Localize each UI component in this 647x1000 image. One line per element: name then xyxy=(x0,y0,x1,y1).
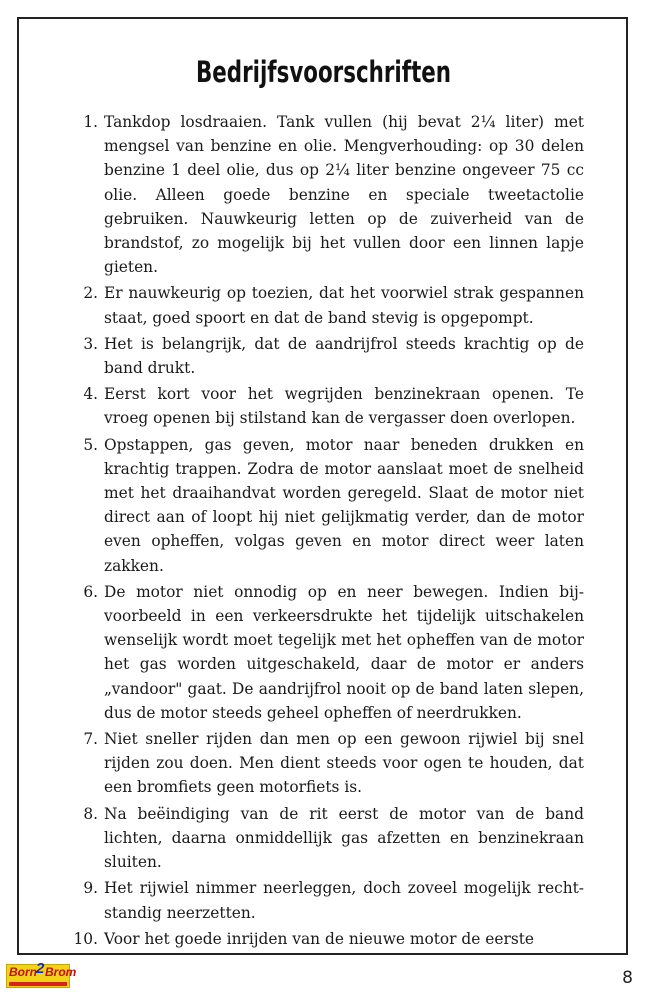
item-number: 1. xyxy=(83,113,98,131)
logo-underline xyxy=(9,982,67,986)
item-text: De motor niet onnodig op en neer bewegen. Indien bijvoorbeeld in een verkeersdrukte het tijdelijk uitschakelen wenselijk wordt moet tegelijk met het opheffen van de motor het gas worden uitgeschakeld, daar de motor er anders „vandoor" gaat. De aandrijfrol nooit op de band laten slepen, dus de motor steeds geheel opheffen of neerdrukken. xyxy=(104,582,584,722)
item-number: 2. xyxy=(83,284,98,303)
rules-list xyxy=(73,110,584,953)
item-number: 3. xyxy=(83,334,98,353)
logo-word-brom: Brom xyxy=(45,965,77,979)
list-item xyxy=(73,927,584,951)
item-number: 9. xyxy=(83,879,98,898)
item-text: Voor het goede inrijden van de nieuwe motor de eerste xyxy=(104,929,535,948)
item-number: 7. xyxy=(83,730,98,749)
item-number: 6. xyxy=(83,582,98,601)
list-item xyxy=(83,382,584,430)
item-text: Na beëindiging van de rit eerst de motor van de band lichten, daarna onmiddellijk gas afzetten en benzinekraan sluiten. xyxy=(104,804,584,872)
item-text: Er nauwkeurig op toezien, dat het voorwiel strak gespannen staat, goed spoort en dat de band stevig is opgepompt. xyxy=(104,284,584,327)
item-number: 8. xyxy=(83,804,98,823)
item-text: Niet sneller rijden dan men op een gewoon rijwiel bij snel rijden zou doen. Men dient steeds voor ogen te houden, dat een bromfiets geen motorfiets is. xyxy=(104,730,584,797)
list-item xyxy=(83,433,584,578)
item-text: Tankdop losdraaien. Tank vullen (hij bevat 2¼ liter) met mengsel van benzine en olie. Mengverhouding: op 30 delen benzine 1 deel olie, dus op 2¼ liter benzine ongeveer 75 cc olie. Alleen goede benzine en speciale tweetactolie gebruiken. Nauwkeurig letten op de zuiverheid van de brandstof, zo mogelijk bij het vullen door een linnen lapje gieten. xyxy=(104,113,584,277)
list-item xyxy=(83,580,584,725)
list-item xyxy=(83,727,584,800)
list-item xyxy=(83,802,584,875)
item-number: 5. xyxy=(83,435,98,454)
item-number: 10. xyxy=(73,929,98,948)
item-text: Eerst kort voor het wegrijden benzinekraan openen. Te vroeg openen bij stilstand kan de vergasser doen overlopen. xyxy=(104,385,584,428)
item-text: Het rijwiel nimmer neerleggen, doch zoveel mogelijk rechtstandig neerzetten. xyxy=(104,879,584,922)
list-item xyxy=(83,110,584,279)
list-item xyxy=(83,332,584,380)
logo-word-2: 2 xyxy=(36,960,45,977)
logo-word-born: Born xyxy=(9,965,37,979)
item-number: 4. xyxy=(83,385,98,404)
page-number: 8 xyxy=(622,968,633,988)
page-title: Bedrijfsvoorschriften xyxy=(195,55,452,89)
item-text: Het is belangrijk, dat de aandrijfrol steeds krachtig op de band drukt. xyxy=(104,334,584,378)
list-item xyxy=(83,281,584,329)
born2brom-logo xyxy=(6,960,77,988)
list-item xyxy=(83,876,584,924)
item-text: Opstappen, gas geven, motor naar beneden drukken en krachtig trappen. Zodra de motor aanslaat moet de snelheid met het draaihandvat worden geregeld. Slaat de motor niet direct aan of loopt hij niet gelijkmatig verder, dan de motor even opheffen, volgas geven en motor direct weer laten zakken. xyxy=(104,435,584,575)
